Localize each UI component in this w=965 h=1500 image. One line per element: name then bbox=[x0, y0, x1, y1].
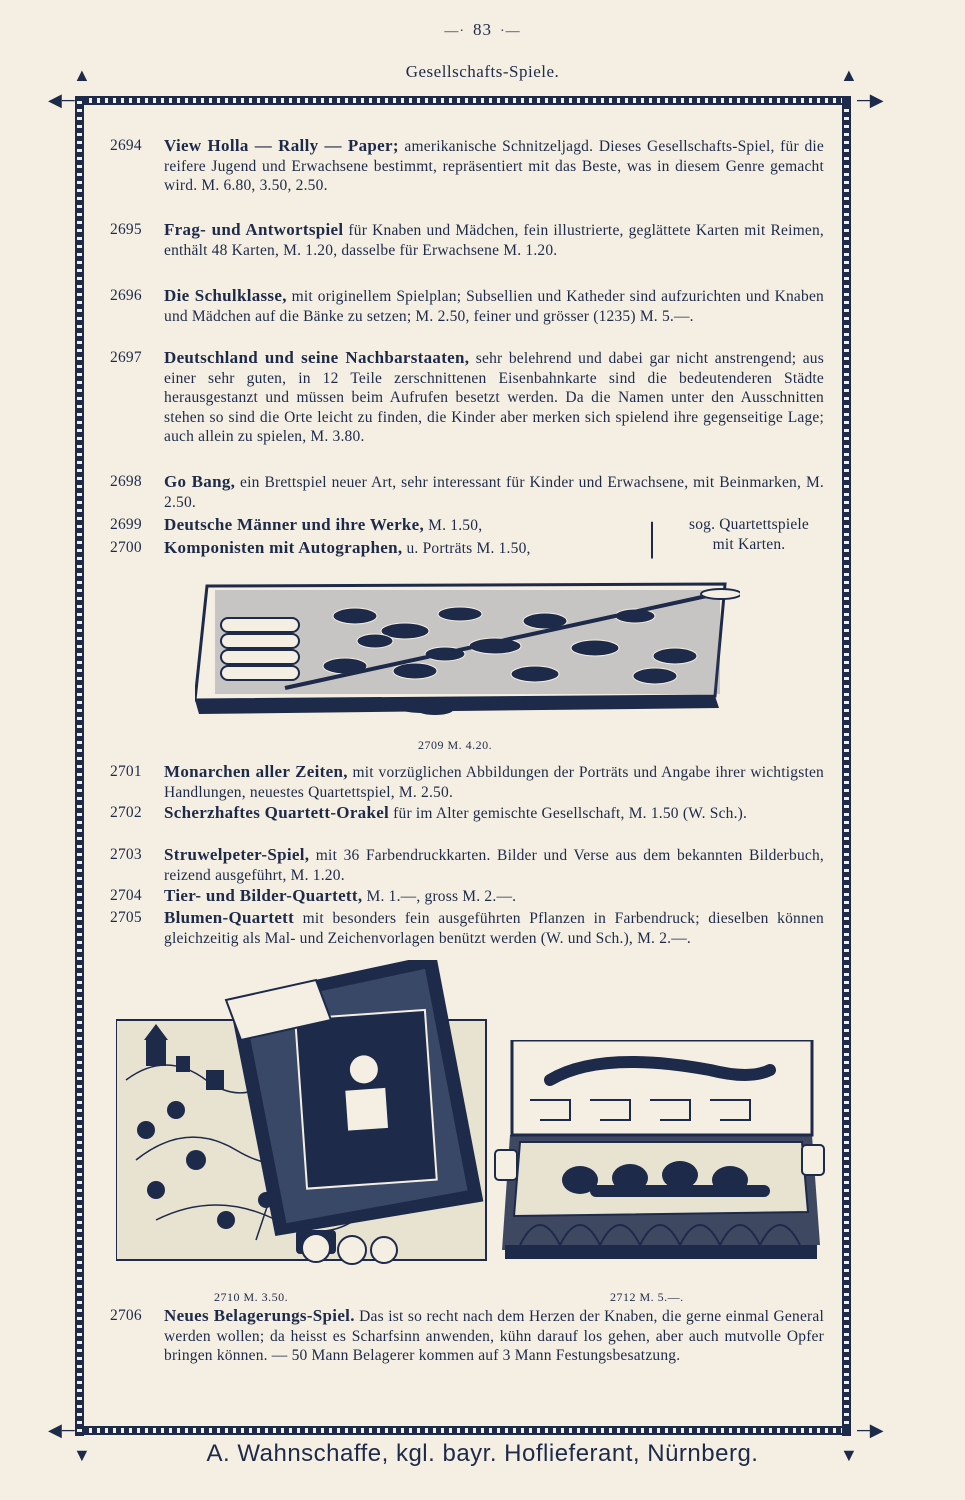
catalog-entry bbox=[110, 845, 824, 885]
entry-text: ein Brettspiel neuer Art, sehr interessant für Kinder und Erwachsene, mit Beinmarken, M. 2.50. bbox=[164, 474, 824, 511]
catalog-entry bbox=[110, 472, 824, 512]
entry-number: 2698 bbox=[110, 473, 142, 490]
entry-text: für im Alter gemischte Gesellschaft, M. 1.50 (W. Sch.). bbox=[389, 805, 748, 822]
brace-note-line: mit Karten. bbox=[712, 535, 786, 553]
entry-title: Monarchen aller Zeiten, bbox=[164, 762, 348, 781]
ornament-arrow-right-icon: ─▶ bbox=[857, 1420, 884, 1440]
running-title: Gesellschafts-Spiele. bbox=[405, 62, 560, 81]
entry-number: 2706 bbox=[110, 1307, 142, 1324]
entry-text: mit besonders fein ausgeführten Pflanzen in Farbendruck; dieselben können gleichzeitig als Mal- und Zeichenvorlagen benützt werden (W. und Sch.), M. 2.—. bbox=[164, 910, 824, 947]
croquet-set-illustration bbox=[490, 1040, 830, 1280]
entry-text: mit vorzüglichen Abbildungen der Porträts und Angabe ihrer wichtigsten Handlungen, neuestes Quartettspiel, M. 2.50. bbox=[164, 764, 824, 801]
entry-text: sehr belehrend und dabei gar nicht anstrengend; aus einer sehr guten, in 12 Teile zerschnittenen Eisenbahnkarte sind die bedeutenderen Städte herausgestanzt und müssen beim Aufrufen besetzt werden. Da die Namen unter den Ausschnitten stehen so sind die Orte leicht zu finden, die Kinder aber merken sich spielend ihre gegenseitige Lage; auch allein zu spielen, M. 3.80. bbox=[164, 350, 824, 445]
publisher-footer: A. Wahnschaffe, kgl. bayr. Hoflieferant, Nürnberg. bbox=[206, 1440, 759, 1467]
illustration-caption: 2709 M. 4.20. bbox=[418, 738, 493, 752]
fishing-game-illustration bbox=[195, 576, 740, 716]
catalog-entry bbox=[110, 803, 824, 824]
entry-title: Tier- und Bilder-Quartett, bbox=[164, 886, 363, 905]
ornament-arrow-down-icon: ▼ bbox=[73, 1445, 91, 1465]
entry-text: amerikanische Schnitzeljagd. Dieses Gesellschafts-Spiel, für die reifere Jugend und Erwachsene bestimmt, repräsentiert mit das Beste, was in diesem Genre gemacht wird. M. 6.80, 3.50, 2.50. bbox=[164, 138, 824, 194]
entry-title: Struwelpeter-Spiel, bbox=[164, 845, 310, 864]
brace-icon: | bbox=[648, 514, 657, 559]
entry-number: 2700 bbox=[110, 539, 142, 556]
entry-text: M. 1.—, gross M. 2.—. bbox=[362, 888, 517, 905]
entry-number: 2704 bbox=[110, 887, 142, 904]
entry-title: Deutschland und seine Nachbarstaaten, bbox=[164, 348, 470, 367]
entry-number: 2697 bbox=[110, 349, 142, 366]
ornament-arrow-left-icon: ◀─ bbox=[48, 1420, 75, 1440]
entry-number: 2702 bbox=[110, 804, 142, 821]
entry-title: Go Bang, bbox=[164, 472, 236, 491]
ornament-arrow-down-icon: ▼ bbox=[840, 1445, 858, 1465]
frame-bottom-border bbox=[84, 1426, 850, 1435]
catalog-entry bbox=[110, 886, 824, 907]
ornament-dash: ·— bbox=[500, 24, 521, 39]
illustration-caption: 2710 M. 3.50. bbox=[214, 1290, 289, 1304]
entry-number: 2705 bbox=[110, 909, 142, 926]
entry-title: Die Schulklasse, bbox=[164, 286, 287, 305]
entry-number: 2703 bbox=[110, 846, 142, 863]
frame-left-border bbox=[75, 96, 84, 1436]
brace-note bbox=[664, 515, 834, 554]
entry-title: Komponisten mit Autographen, bbox=[164, 538, 403, 557]
catalog-entry bbox=[110, 1306, 824, 1366]
entry-number: 2694 bbox=[110, 137, 142, 154]
entry-number: 2696 bbox=[110, 287, 142, 304]
frame-top-border bbox=[84, 96, 850, 105]
entry-text: Das ist so recht nach dem Herzen der Knaben, die gerne einmal General werden wollen; da heisst es Scharfsinn anwenden, kühn darauf los gehen, aber auch mutvolle Opfer bringen können. — 50 Mann Belagerer kommen auf 3 Mann Festungsbesatzung. bbox=[164, 1308, 824, 1364]
catalog-entry bbox=[110, 908, 824, 948]
siege-game-illustration bbox=[116, 960, 526, 1280]
catalog-entry bbox=[110, 286, 824, 326]
entry-title: Neues Belagerungs-Spiel. bbox=[164, 1306, 355, 1325]
catalog-entry bbox=[110, 762, 824, 802]
page-number bbox=[0, 20, 965, 40]
catalog-entry bbox=[110, 538, 640, 559]
entry-number: 2695 bbox=[110, 221, 142, 238]
ornament-arrow-right-icon: ─▶ bbox=[857, 90, 884, 110]
entry-text: u. Porträts M. 1.50, bbox=[402, 540, 531, 557]
entry-text: M. 1.50, bbox=[424, 517, 483, 534]
entry-title: View Holla — Rally — Paper; bbox=[164, 136, 399, 155]
entry-text: mit originellem Spielplan; Subsellien und Katheder sind aufzurichten und Knaben und Mädchen auf die Bänke zu setzen; M. 2.50, feiner und grösser (1235) M. 5.—. bbox=[164, 288, 824, 325]
catalog-entry bbox=[110, 136, 824, 196]
catalog-entry bbox=[110, 220, 824, 260]
frame-right-border bbox=[842, 96, 851, 1436]
ornament-dash: —· bbox=[444, 24, 465, 39]
brace-note-line: sog. Quartettspiele bbox=[688, 516, 810, 533]
entry-number: 2701 bbox=[110, 763, 142, 780]
entry-title: Frag- und Antwortspiel bbox=[164, 220, 344, 239]
catalog-entry bbox=[110, 348, 824, 447]
ornament-arrow-left-icon: ◀─ bbox=[48, 90, 75, 110]
entry-title: Scherzhaftes Quartett-Orakel bbox=[164, 803, 390, 822]
illustration-caption: 2712 M. 5.—. bbox=[610, 1290, 684, 1304]
entry-title: Blumen-Quartett bbox=[164, 908, 295, 927]
page-number-text: 83 bbox=[473, 20, 492, 39]
catalog-entry bbox=[110, 515, 640, 536]
ornament-arrow-up-icon: ▲ bbox=[840, 65, 858, 85]
entry-text: für Knaben und Mädchen, fein illustrierte, geglättete Karten mit Reimen, enthält 48 Karten, M. 1.20, dasselbe für Erwachsene M. 1.20. bbox=[164, 222, 824, 259]
entry-number: 2699 bbox=[110, 516, 142, 533]
entry-text: mit 36 Farbendruckkarten. Bilder und Verse aus dem bekannten Bilderbuch, reizend ausgeführt, M. 1.20. bbox=[164, 847, 824, 884]
entry-title: Deutsche Männer und ihre Werke, bbox=[164, 515, 425, 534]
ornament-arrow-up-icon: ▲ bbox=[73, 65, 91, 85]
